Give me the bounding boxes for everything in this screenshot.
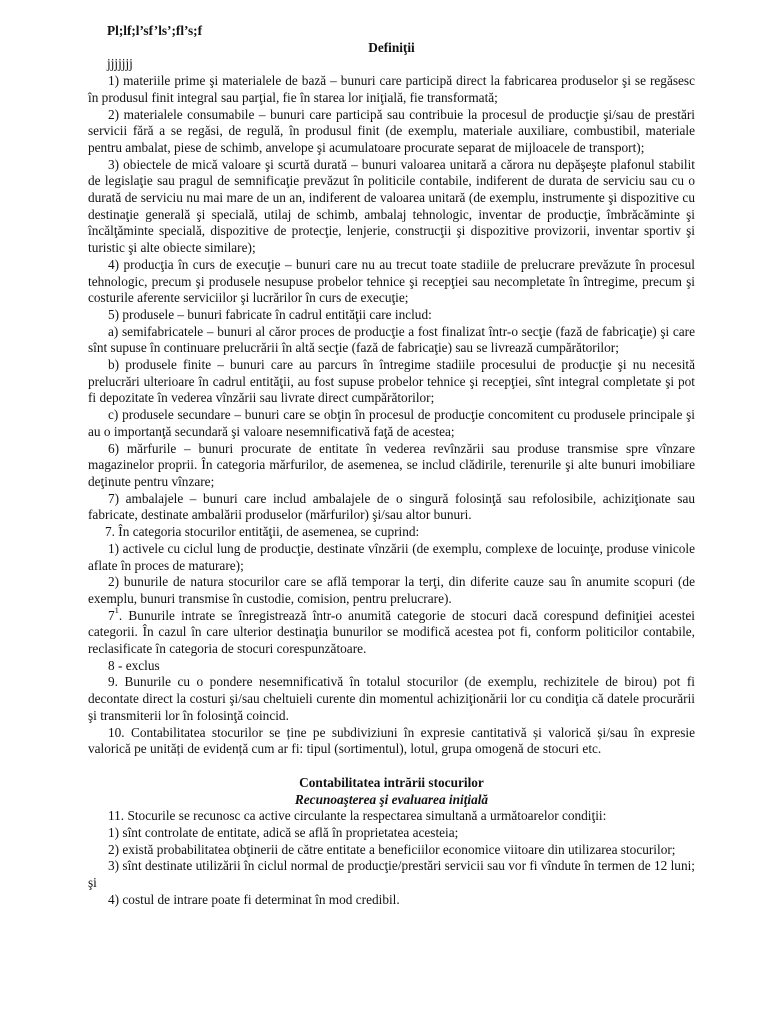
definition-5c: c) produsele secundare – bunuri care se obţin în procesul de producţie concomitent cu produsele principale şi au o importanţă secundară şi valoare nesemnificativă faţă de acestea; bbox=[88, 407, 695, 439]
definition-6: 6) mărfurile – bunuri procurate de entitate în vederea revînzării sau produse transmise spre vînzare magazinelor proprii. În categoria mărfurilor, de asemenea, se includ clădirile, terenurile şi alte bunuri imobiliare deţinute pentru vînzare; bbox=[88, 440, 695, 489]
paragraph-11-item-2: 2) există probabilitatea obţinerii de către entitate a beneficiilor economice viitoare din utilizarea stocurilor; bbox=[108, 841, 676, 857]
spacer bbox=[88, 758, 695, 775]
document-page bbox=[88, 23, 695, 909]
paragraph-7-1 bbox=[88, 605, 695, 658]
section-title: Definiţii bbox=[368, 39, 415, 55]
definition-5a: a) semifabricatele – bunuri al căror proces de producţie a fost finalizat într-o secţie (fază de fabricaţie) şi care sînt supuse în continuare prelucrării în altă secţie (fază de fabricaţie) sau se livrează cumpărătorilor; bbox=[88, 323, 695, 356]
paragraph-7: 7. În categoria stocurilor entităţii, de asemenea, se cuprind: bbox=[105, 524, 420, 540]
paragraph-11-item-4: 4) costul de intrare poate fi determinat în mod credibil. bbox=[108, 891, 400, 907]
section-heading-intrari: Contabilitatea intrării stocurilor bbox=[299, 774, 484, 790]
definition-5b: b) produsele finite – bunuri care au parcurs în întregime stadiile procesului de producţie şi nu necesită prelucrări ulterioare în cadrul entităţii, au fost supuse probelor tehnice şi recepţiei, sînt integral completate şi pot fi depozitate în vederea vînzării sau livrate direct cumpărătorilor; bbox=[88, 357, 695, 406]
definition-3: 3) obiectele de mică valoare şi scurtă durată – bunuri valoarea unitară a cărora nu depăşeşte plafonul stabilit de legislaţie sau pragul de semnificaţie prevăzut în politicile contabile, indiferent de durata de serviciu sau cu o durată de serviciu nu mai mare de un an, indiferent de valoarea unitară (de exemplu, instrumente şi dispozitive cu destinaţie generală şi specială, utilaj de schimb, ambalaj tehnologic, inventar de producţie, îmbrăcăminte şi încălţăminte specială, dispozitive de protecţie, lenjerie, construcţii şi dispozitive provizorii, inventar sportiv şi turistic şi alte obiecte similare); bbox=[88, 156, 695, 256]
section-subheading-recunoastere: Recunoaşterea şi evaluarea iniţială bbox=[294, 791, 489, 807]
definition-5: 5) produsele – bunuri fabricate în cadrul entităţii care includ: bbox=[108, 306, 432, 322]
paragraph-11: 11. Stocurile se recunosc ca active circulante la respectarea simultană a următoarelor condiţii: bbox=[108, 808, 607, 824]
paragraph-7-item-1: 1) activele cu ciclul lung de producţie, destinate vînzării (de exemplu, complexe de locuinţe, produse vinicole aflate în proces de maturare); bbox=[88, 540, 695, 573]
stray-text: jjjjjjj bbox=[107, 56, 133, 72]
paragraph-10: 10. Contabilitatea stocurilor se ține pe subdiviziuni în expresie cantitativă și valorică și/sau în expresie valorică pe unități de evidență cum ar fi: tipul (sortimentul), lotul, grupa omogenă de stocuri etc. bbox=[88, 724, 695, 757]
paragraph-7-1-number: 7 bbox=[108, 607, 115, 623]
definition-7: 7) ambalajele – bunuri care includ ambalajele de o singură folosinţă sau refolosibile, achiziţionate sau fabricate, destinate ambalării produselor (mărfurilor) şi/sau altor bunuri. bbox=[88, 490, 695, 523]
paragraph-7-1-superscript: 1 bbox=[114, 605, 119, 616]
definition-1: 1) materiile prime şi materialele de bază – bunuri care participă direct la fabricarea produselor şi se regăsesc în produsul finit integral sau parţial, fie în starea lor iniţială, fie transformată; bbox=[88, 73, 695, 105]
definition-4: 4) producţia în curs de execuţie – bunuri care nu au trecut toate stadiile de prelucrare prevăzute în procesul tehnologic, precum şi produsele nesupuse probelor tehnice şi recepţiei sau necompletate în întregime, precum şi costurile aferente serviciilor şi lucrărilor în curs de execuţie; bbox=[88, 256, 695, 306]
header-text: Pl;lf;l’sf’ls’;fl’s;f bbox=[107, 23, 202, 38]
paragraph-7-1-text: . Bunurile intrate se înregistrează într-o anumită categorie de stocuri dacă corespund definiţiei acestei categorii. În cazul în care ulterior destinaţia bunurilor se modifică acestea pot fi, conform politicilor contabile, reclasificate în categoria de stocuri corespunzătoare. bbox=[88, 607, 695, 657]
paragraph-9: 9. Bunurile cu o pondere nesemnificativă în totalul stocurilor (de exemplu, rechizitele de birou) pot fi decontate direct la costuri şi/sau cheltuieli curente din momentul achiziţionării lor cu condiţia că datele procurării şi transmiterii lor în folosinţă coincid. bbox=[88, 674, 695, 723]
definition-2: 2) materialele consumabile – bunuri care participă sau contribuie la procesul de producţie şi/sau de prestări servicii fără a se regăsi, de regulă, în produsul finit (de exemplu, materiale auxiliare, combustibil, materiale pentru ambalat, piese de schimb, anvelope şi acumulatoare procurate separat de mijloacele de transport); bbox=[88, 106, 695, 155]
paragraph-11-item-1: 1) sînt controlate de entitate, adică se află în proprietatea acesteia; bbox=[108, 825, 459, 841]
paragraph-8: 8 - exclus bbox=[108, 657, 160, 673]
paragraph-7-item-2: 2) bunurile de natura stocurilor care se află temporar la terţi, din diferite cauze sau în anumite scopuri (de exemplu, bunuri transmise în custodie, comision, pentru prelucrare). bbox=[88, 574, 695, 606]
paragraph-11-item-3: 3) sînt destinate utilizării în ciclul normal de producţie/prestări servicii sau vor fi vîndute în termen de 12 luni; şi bbox=[88, 858, 695, 891]
